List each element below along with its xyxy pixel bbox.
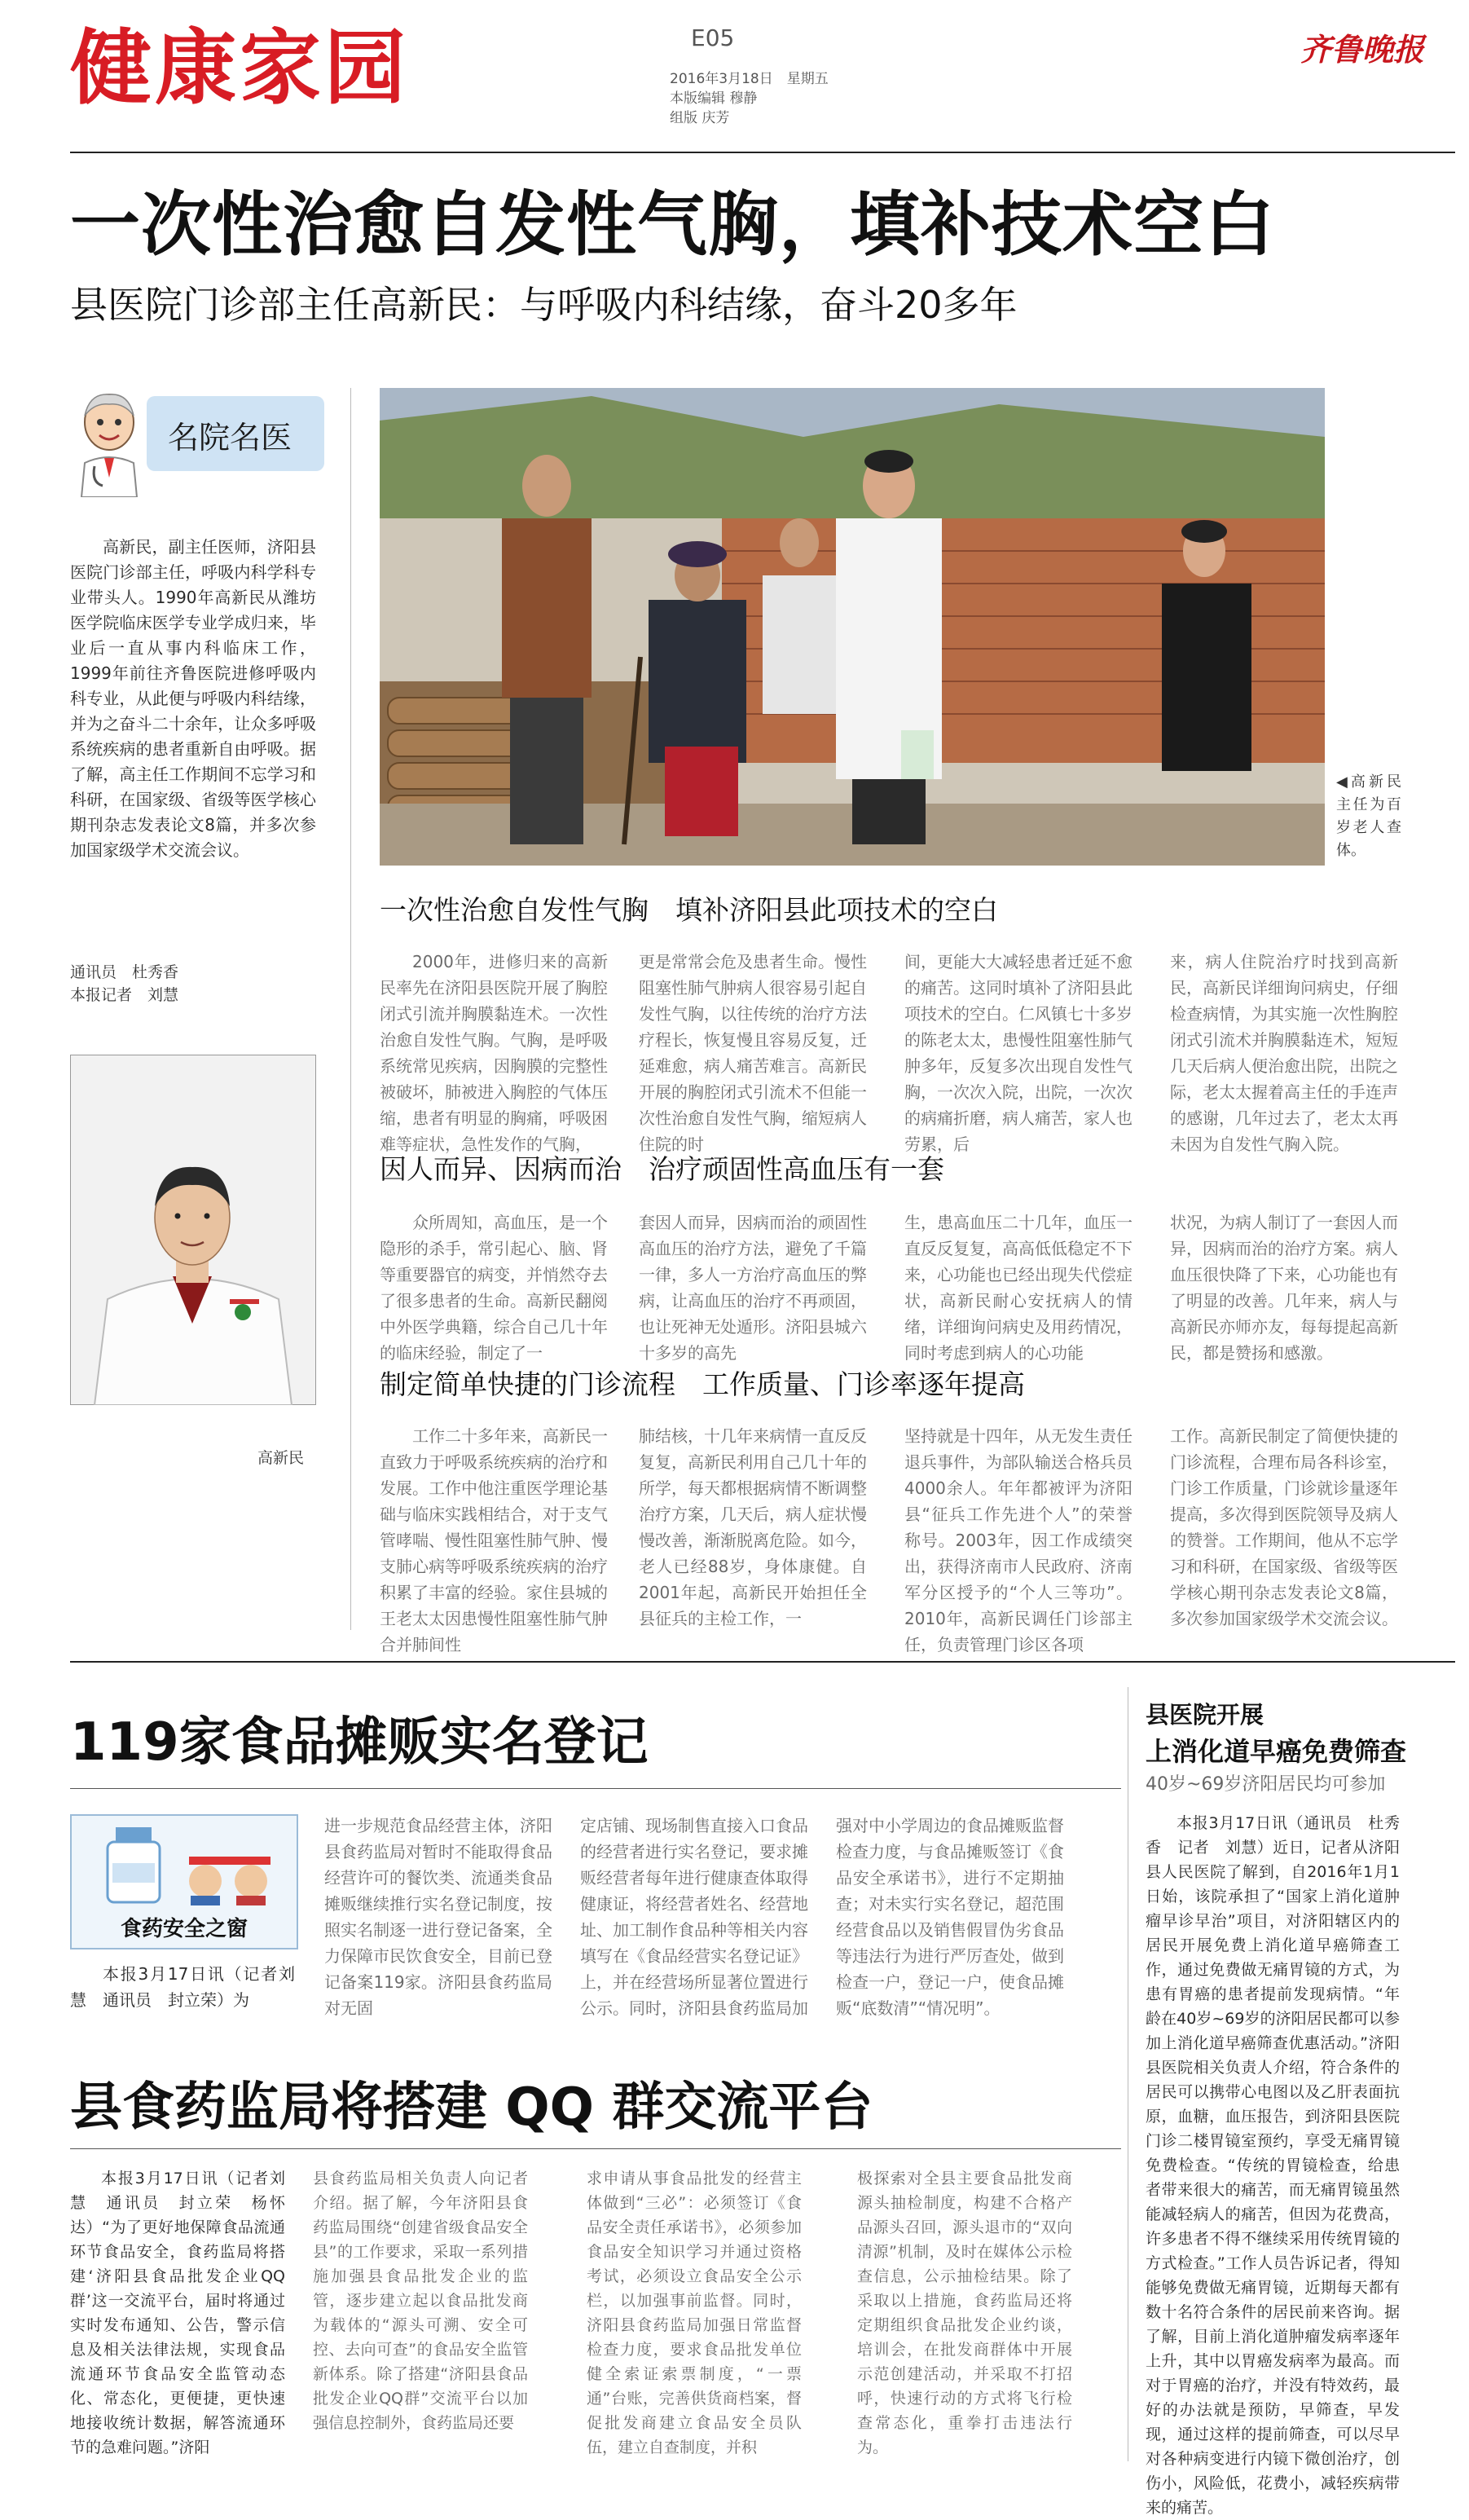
food-col-1: 进一步规范食品经营主体，济阳县食药监局对暂时不能取得食品经营许可的餐饮类、流通类食品摊贩继续推行实名登记制度，按照实名制逐一进行登记备案，全力保障市民饮食安全，目前已登记备案119家。济阳县食药监局对无固 — [324, 1816, 552, 2018]
column-badge-label: 名院名医 — [168, 420, 292, 456]
section-title: 健康家园 — [70, 20, 409, 116]
page-code: E05 — [691, 24, 735, 51]
byline-correspondent: 通讯员 杜秀香 — [70, 963, 179, 981]
section-1-title: 一次性治愈自发性气胸 填补济阳县此项技术的空白 — [380, 894, 998, 926]
food-headline: 119家食品摊贩实名登记 — [70, 1712, 649, 1773]
qq-col-1: 本报3月17日讯（记者刘慧 通讯员 封立荣 杨怀达）“为了更好地保障食品流通环节食品安全，食药监局将搭建‘济阳县食品批发企业QQ群’这一交流平台，届时将通过实时发布通知、公告，警示信息及相关法律法规，实现食品流通环节食品安全监管动态化、常态化，更便捷，更快速地接收统计数据，解答流通环节的急难问题。”济阳 — [70, 2170, 285, 2456]
section-2-col-3: 生，患高血压二十几年，血压一直反反复复，高高低低稳定不下来，心功能也已经出现失代偿症状，高新民耐心安抚病人的情绪，详细询问病史及用药情况，同时考虑到病人的心功能 — [904, 1213, 1133, 1363]
photo-caption: ◀高新民主任为百岁老人查体。 — [1336, 773, 1401, 859]
food-lead: 本报3月17日讯（记者刘慧 通讯员 封立荣）为 — [70, 1964, 295, 2010]
section-2-col-4: 状况，为病人制订了一套因人而异，因病而治的治疗方案。病人血压很快降了下来，心功能也有了明显的改善。几年来，病人与高新民亦师亦友，每每提起高新民，都是赞扬和感激。 — [1170, 1213, 1398, 1363]
cancer-headline: 上消化道早癌免费筛查 — [1146, 1736, 1407, 1767]
masthead-rule — [70, 152, 1455, 153]
food-col-3: 强对中小学周边的食品摊贩监督检查力度，与食品摊贩签订《食品安全承诺书》，进行不定期抽查；对未实行实名登记，超范围经营食品以及销售假冒伪劣食品等违法行为进行严厉查处，做到检查一户，登记一户，使食品摊贩“底数清”“情况明”。 — [836, 1816, 1064, 2018]
main-headline: 一次性治愈自发性气胸，填补技术空白 — [70, 184, 1275, 266]
date-line: 2016年3月18日 星期五 — [670, 71, 829, 87]
doctor-cartoon-icon — [70, 388, 148, 497]
layout-line: 组版 庆芳 — [670, 110, 730, 126]
food-badge-label: 食药安全之窗 — [121, 1917, 248, 1941]
section-2-col-1: 众所周知，高血压，是一个隐形的杀手，常引起心、脑、肾等重要器官的病变，并悄然夺去了很多患者的生命。高新民翻阅中外医学典籍，综合自己几十年的临床经验，制定了一 — [380, 1213, 608, 1363]
left-column-divider — [350, 388, 351, 1630]
cancer-subline: 40岁~69岁济阳居民均可参加 — [1146, 1774, 1386, 1795]
main-photo — [380, 388, 1325, 866]
cancer-kicker: 县医院开展 — [1146, 1701, 1264, 1729]
portrait-caption: 高新民 — [257, 1449, 305, 1467]
doctor-bio: 高新民，副主任医师，济阳县医院门诊部主任，呼吸内科学科专业带头人。1990年高新民从潍坊医学院临床医学专业学成归来，毕业后一直从事内科临床工作，1999年前往齐鲁医院进修呼吸内科专业，从此便与呼吸内科结缘，并为之奋斗二十余年，让众多呼吸系统疾病的患者重新自由呼吸。据了解，高主任工作期间不忘学习和科研，在国家级、省级等医学核心期刊杂志发表论文8篇，并多次参加国家级学术交流会议。 — [70, 537, 316, 860]
section-3-title: 制定简单快捷的门诊流程 工作质量、门诊率逐年提高 — [380, 1368, 1025, 1400]
medicine-bottle-icon — [83, 1824, 285, 1905]
section-1-col-1: 2000年，进修归来的高新民率先在济阳县医院开展了胸腔闭式引流并胸膜黏连术。一次性治愈自发性气胸。气胸，是呼吸系统常见疾病，因胸膜的完整性被破坏，肺被进入胸腔的气体压缩，患者有明显的胸痛，呼吸困难等症状，急性发作的气胸， — [380, 952, 608, 1154]
byline-reporter: 本报记者 刘慧 — [70, 986, 179, 1004]
column-badge — [147, 396, 324, 471]
section-1-col-3: 间，更能大大减轻患者迁延不愈的痛苦。这同时填补了济阳县此项技术的空白。仁风镇七十多岁的陈老太太，患慢性阻塞性肺气肿多年，反复多次出现自发性气胸，一次次入院，出院，一次次的病痛折磨，病人痛苦，家人也劳累，后 — [904, 952, 1133, 1154]
food-badge — [70, 1814, 298, 1949]
section-3-col-4: 工作。高新民制定了简便快捷的门诊流程，合理布局各科诊室，门诊工作质量，门诊就诊量逐年提高，多次得到医院领导及病人的赞誉。工作期间，他从不忘学习和科研，在国家级、省级等医学核心期刊杂志发表论文8篇，多次参加国家级学术交流会议。 — [1170, 1426, 1398, 1628]
doctor-portrait — [70, 1055, 316, 1405]
main-story-bottom-rule — [70, 1661, 1455, 1663]
qq-col-3: 求申请从事食品批发的经营主体做到“三必”：必须签订《食品安全责任承诺书》，必须参加食品安全知识学习并通过资格考试，必须设立食品安全公示栏，以加强事前监督。同时，济阳县食药监局加强日常监督检查力度，要求食品批发单位健全索证索票制度，“一票通”台账，完善供货商档案，督促批发商建立食品安全员队伍，建立自查制度，并积 — [587, 2170, 802, 2456]
section-3-col-1: 工作二十多年来，高新民一直致力于呼吸系统疾病的治疗和发展。工作中他注重医学理论基础与临床实践相结合，对于支气管哮喘、慢性阻塞性肺气肿、慢支肺心病等呼吸系统疾病的治疗积累了丰富的经验。家住县城的王老太太因患慢性阻塞性肺气肿合并肺间性 — [380, 1426, 608, 1654]
section-3-col-3: 坚持就是十四年，从无发生责任退兵事件，为部队输送合格兵员4000余人。年年都被评为济阳县“征兵工作先进个人”的荣誉称号。2003年，因工作成绩突出，获得济南市人民政府、济南军分区授予的“个人三等功”。2010年，高新民调任门诊部主任，负责管理门诊区各项 — [904, 1426, 1133, 1654]
section-1-col-4: 来，病人住院治疗时找到高新民，高新民详细询问病史，仔细检查病情，为其实施一次性胸腔闭式引流术并胸膜黏连术，短短几天后病人便治愈出院，出院之际，老太太握着高主任的手连声的感谢，几年过去了，老太太再未因为自发性气胸入院。 — [1170, 952, 1398, 1154]
qq-headline-rule — [70, 2148, 1121, 2149]
food-headline-rule — [70, 1788, 1121, 1789]
section-2-title: 因人而异、因病而治 治疗顽固性高血压有一套 — [380, 1153, 944, 1185]
section-1-col-2: 更是常常会危及患者生命。慢性阻塞性肺气肿病人很容易引起自发性气胸，以往传统的治疗方法疗程长，恢复慢且容易反复，迁延难愈，病人痛苦难言。高新民开展的胸腔闭式引流术不但能一次性治愈自发性气胸，缩短病人住院的时 — [639, 952, 867, 1154]
section-3-col-2: 肺结核，十几年来病情一直反反复复，高新民利用自己几十年的所学，每天都根据病情不断调整治疗方案，几天后，病人症状慢慢改善，渐渐脱离危险。如今，老人已经88岁，身体康健。自2001年起，高新民开始担任全县征兵的主检工作，一 — [639, 1426, 867, 1628]
main-subheadline: 县医院门诊部主任高新民：与呼吸内科结缘，奋斗20多年 — [70, 283, 1018, 327]
cancer-body: 本报3月17日讯（通讯员 杜秀香 记者 刘慧）近日，记者从济阳县人民医院了解到，自2016年1月1日始，该院承担了“国家上消化道肿瘤早诊早治”项目，对济阳辖区内的居民开展免费上消化道早癌筛查工作，通过免费做无痛胃镜的方式，为患有胃癌的患者提前发现病情。“年龄在40岁~69岁的济阳居民都可以参加上消化道早癌筛查优惠活动。”济阳县医院相关负责人介绍，符合条件的居民可以携带心电图以及乙肝表面抗原，血糖，血压报告，到济阳县医院门诊二楼胃镜室预约，享受无痛胃镜免费检查。“传统的胃镜检查，给患者带来很大的痛苦，而无痛胃镜虽然能减轻病人的痛苦，但因为花费高，许多患者不得不继续采用传统胃镜的方式检查。”工作人员告诉记者，得知能够免费做无痛胃镜，近期每天都有数十名符合条件的居民前来咨询。据了解，目前上消化道肿瘤发病率逐年上升，其中以胃癌发病率为最高。而对于胃癌的治疗，并没有特效药，最好的办法就是预防，早筛查，早发现，通过这样的提前筛查，可以尽早对各种病变进行内镜下微创治疗，创伤小，风险低，花费小，减轻疾病带来的痛苦。 — [1146, 1814, 1400, 2517]
food-col-2: 定店铺、现场制售直接入口食品的经营者进行实名登记，要求摊贩经营者每年进行健康查体取得健康证，将经营者姓名、经营地址、加工制作食品种等相关内容填写在《食品经营实名登记证》上，并在经营场所显著位置进行公示。同时，济阳县食药监局加 — [580, 1816, 808, 2018]
qq-col-2: 县食药监局相关负责人向记者介绍。据了解，今年济阳县食药监局围绕“创建省级食品安全县”的工作要求，采取一系列措施加强县食品批发企业的监管，逐步建立起以食品批发商为载体的“源头可溯、安全可控、去向可查”的食品安全监管新体系。除了搭建“济阳县食品批发企业QQ群”交流平台以加强信息控制外，食药监局还要 — [313, 2170, 528, 2432]
qq-col-4: 极探索对全县主要食品批发商源头抽检制度，构建不合格产品源头召回，源头退市的“双向清源”机制，及时在媒体公示检查信息，公示抽检结果。除了采取以上措施，食药监局还将定期组织食品批发企业约谈，培训会，在批发商群体中开展示范创建活动，并采取不打招呼，快速行动的方式将飞行检查常态化，重拳打击违法行为。 — [857, 2170, 1072, 2456]
paper-logo: 齐鲁晚报 — [1300, 31, 1425, 68]
qq-headline: 县食药监局将搭建 QQ 群交流平台 — [70, 2077, 873, 2138]
editor-line: 本版编辑 穆静 — [670, 90, 758, 107]
section-2-col-2: 套因人而异，因病而治的顽固性高血压的治疗方法，避免了千篇一律，多人一方治疗高血压的弊病，让高血压的治疗不再顽固，也让死神无处遁形。济阳县城六十多岁的高先 — [639, 1213, 867, 1363]
